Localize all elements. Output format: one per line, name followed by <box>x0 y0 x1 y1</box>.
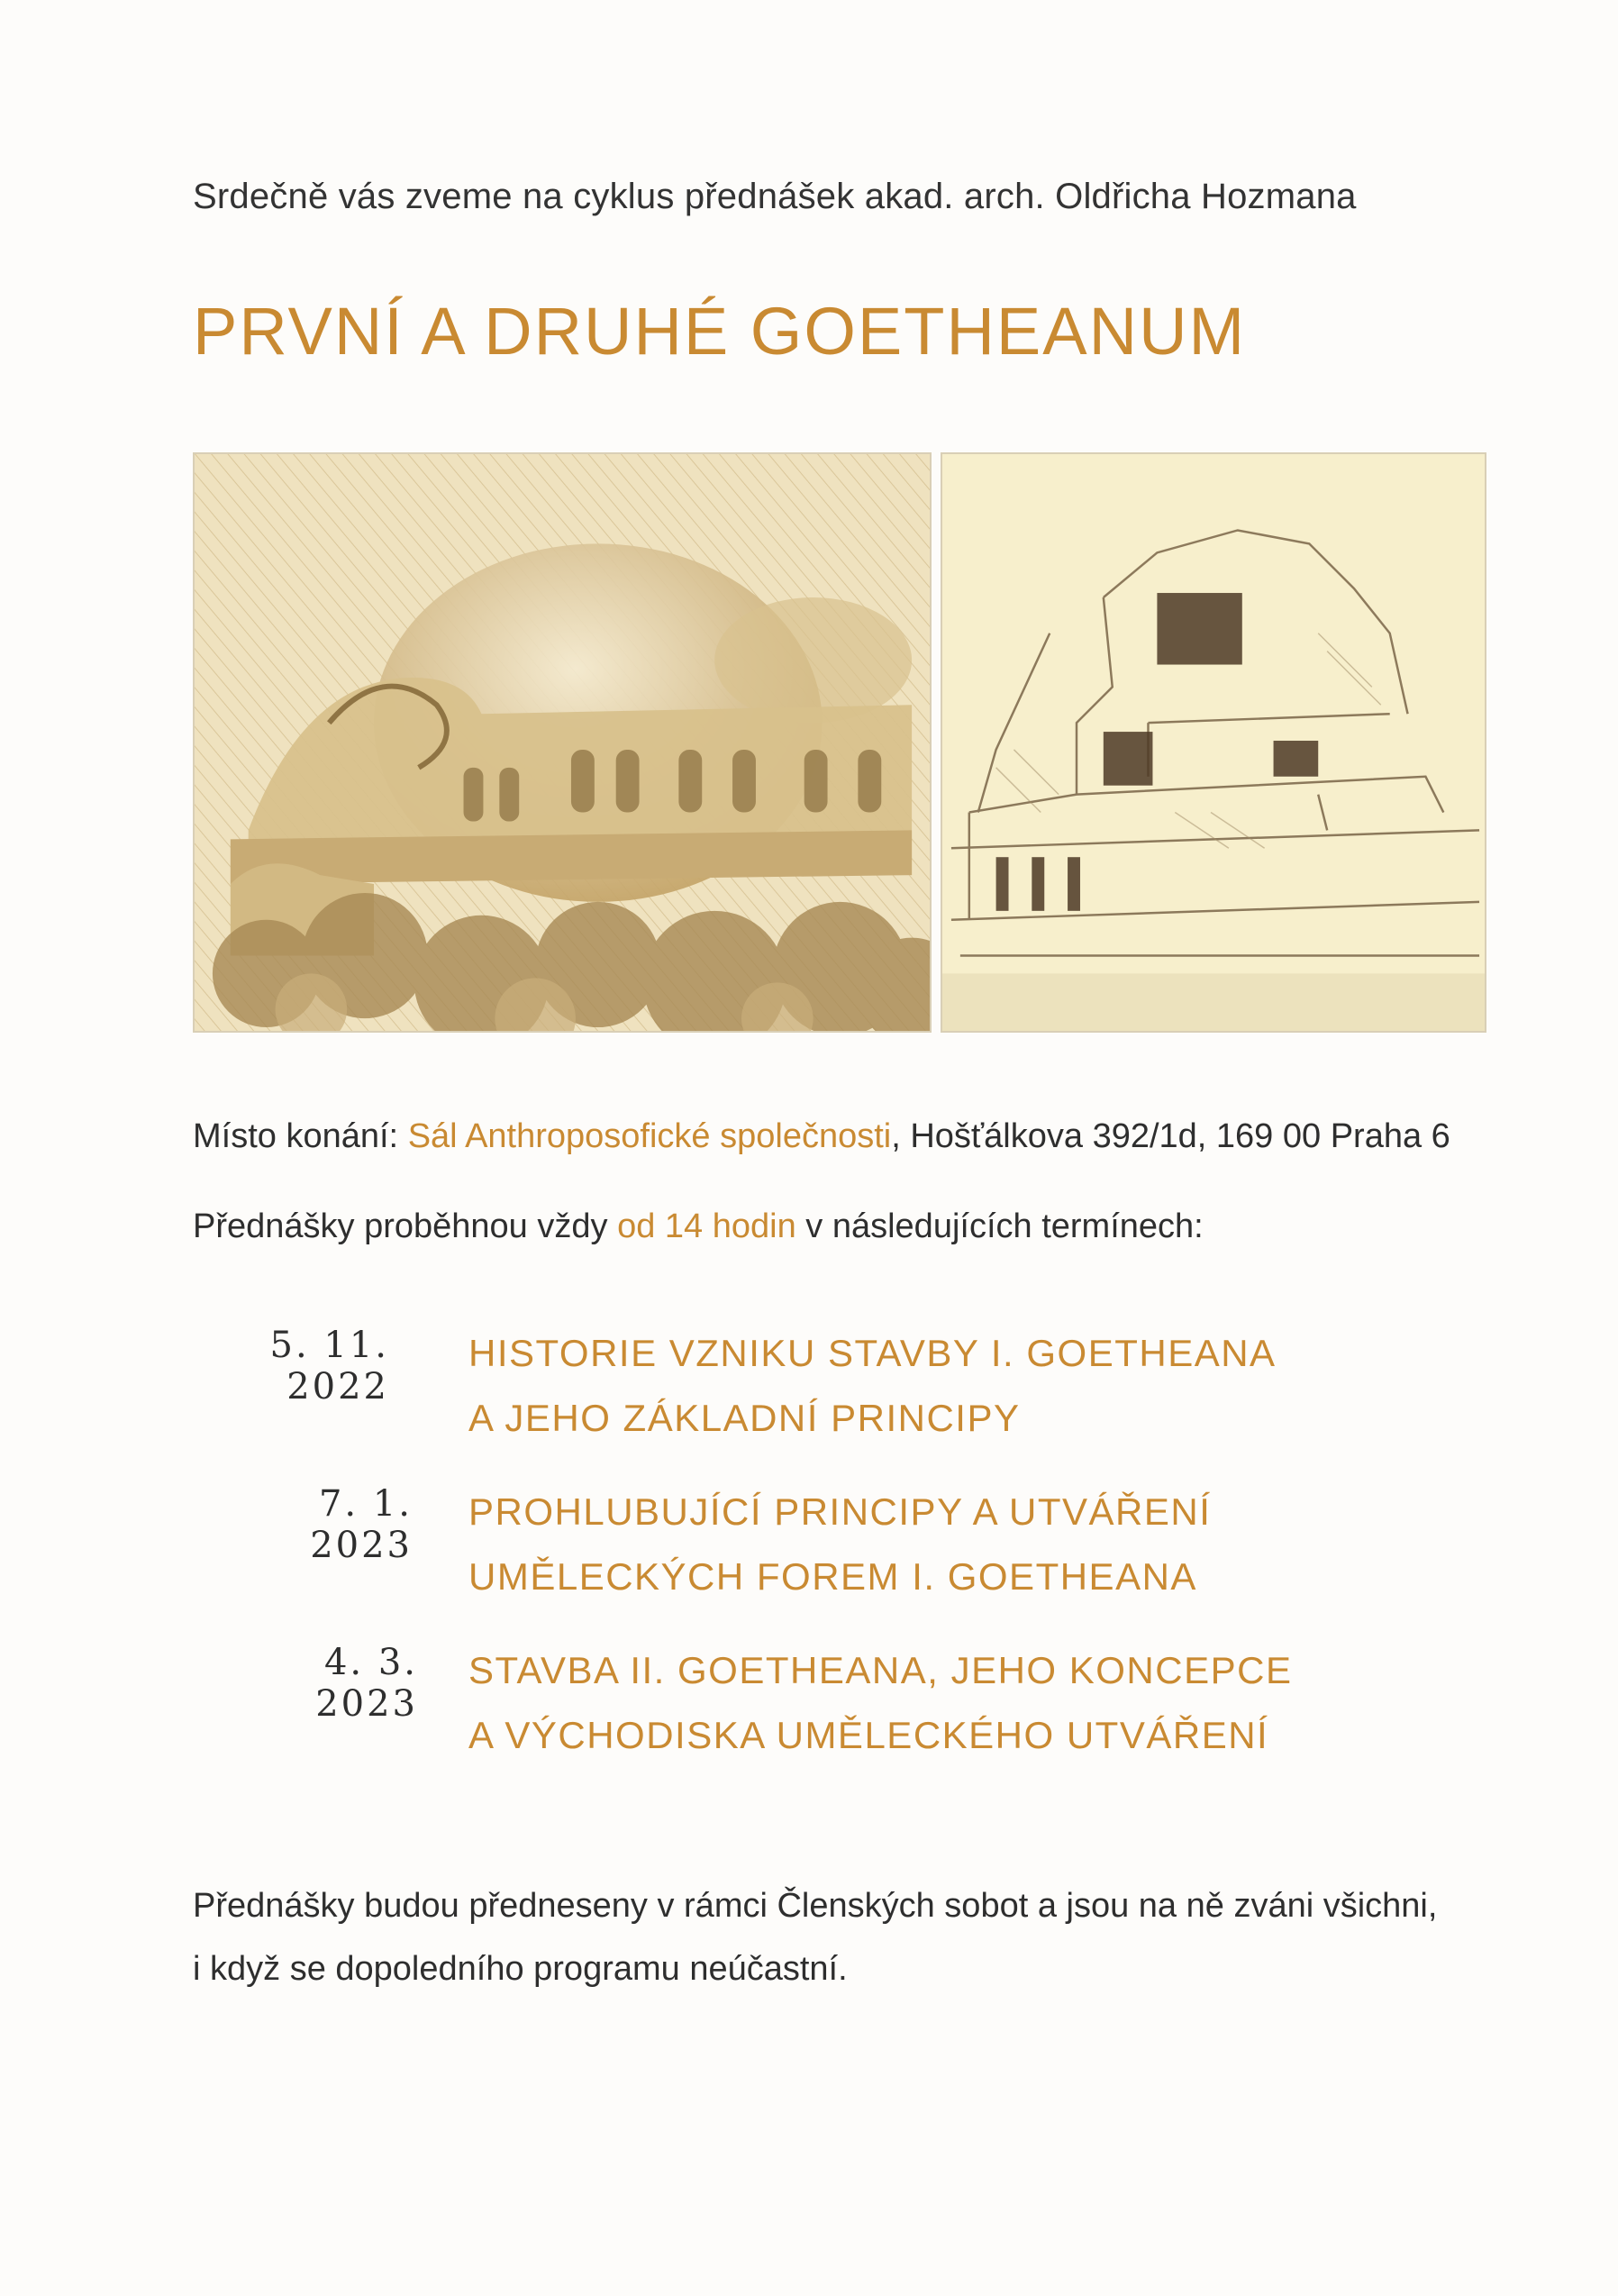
lecture-topic-line1: PROHLUBUJÍCÍ PRINCIPY A UTVÁŘENÍ <box>468 1490 1212 1533</box>
first-goetheanum-illustration <box>193 452 932 1033</box>
lecture-date: 7. 1. 2023 <box>310 1483 413 1566</box>
venue-address: , Hošťálkova 392/1d, 169 00 Praha 6 <box>891 1117 1450 1155</box>
times-after: v následujících termínech: <box>805 1207 1204 1245</box>
venue-hall: Sál Anthroposofické společnosti <box>407 1117 892 1155</box>
footer-line2: i když se dopoledního programu neúčastní. <box>193 1950 848 1988</box>
page-title: PRVNÍ A DRUHÉ GOETHEANUM <box>193 294 1247 369</box>
lecture-topic <box>468 1638 1292 1768</box>
times-line <box>193 1207 1204 1246</box>
lecture-topic-line2: A JEHO ZÁKLADNÍ PRINCIPY <box>468 1397 1021 1439</box>
lecture-topic-line1: STAVBA II. GOETHEANA, JEHO KONCEPCE <box>468 1649 1293 1691</box>
lecture-topic <box>468 1321 1277 1451</box>
footer-note <box>193 1874 1437 2000</box>
times-before: Přednášky proběhnou vždy <box>193 1207 608 1245</box>
lecture-date: 5. 11. 2022 <box>269 1325 389 1408</box>
second-goetheanum-illustration <box>941 452 1486 1033</box>
lecture-topic <box>468 1480 1211 1609</box>
lecture-topic-line2: UMĚLECKÝCH FOREM I. GOETHEANA <box>468 1555 1197 1598</box>
venue-label: Místo konání: <box>193 1117 399 1155</box>
venue-line <box>193 1117 1450 1156</box>
lecture-date: 4. 3. 2023 <box>315 1642 418 1725</box>
lecture-topic-line1: HISTORIE VZNIKU STAVBY I. GOETHEANA <box>468 1332 1277 1374</box>
footer-line1: Přednášky budou předneseny v rámci Členských sobot a jsou na ně zváni všichni, <box>193 1887 1438 1925</box>
lecture-topic-line2: A VÝCHODISKA UMĚLECKÉHO UTVÁŘENÍ <box>468 1714 1269 1756</box>
intro-text: Srdečně vás zveme na cyklus přednášek akad. arch. Oldřicha Hozmana <box>193 177 1357 216</box>
times-accent: od 14 hodin <box>617 1207 796 1245</box>
